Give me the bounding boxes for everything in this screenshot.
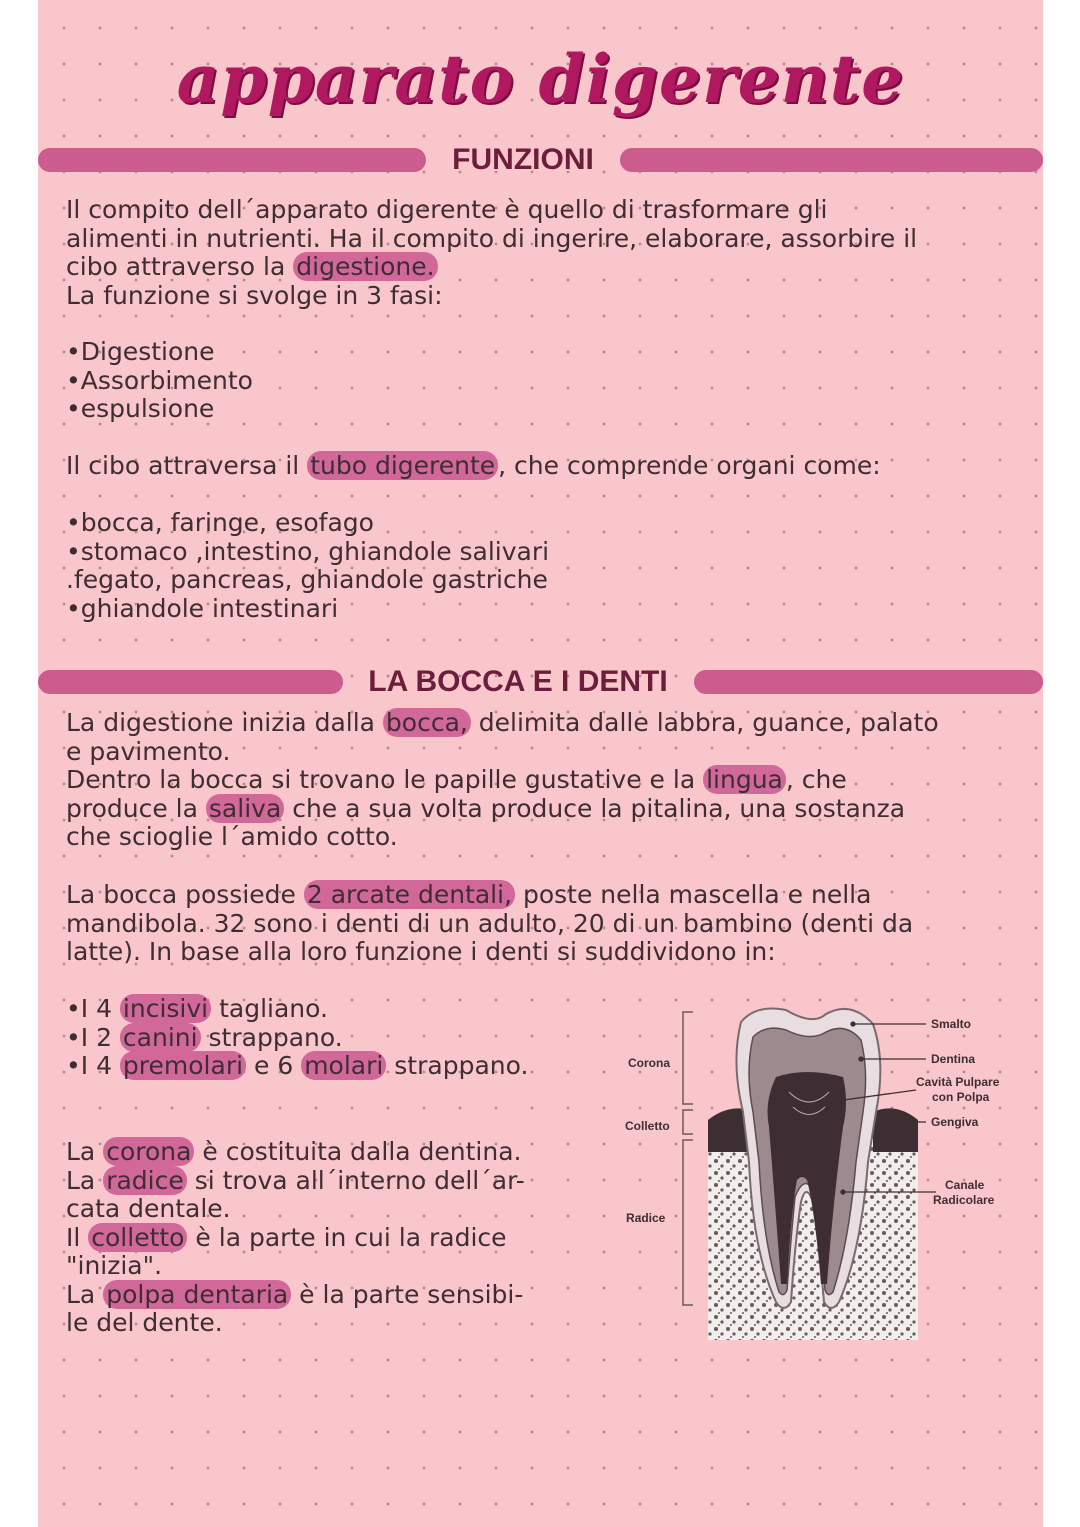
label-cavita-1: Cavità Pulpare xyxy=(916,1075,1000,1089)
text-line: latte). In base alla loro funzione i denti si suddividono in: xyxy=(66,937,776,966)
bocca-paragraph xyxy=(66,709,939,852)
label-smalto: Smalto xyxy=(931,1017,972,1031)
label-gengiva: Gengiva xyxy=(931,1115,979,1129)
page-title: apparato digerente xyxy=(176,40,905,118)
highlight-lingua: lingua xyxy=(703,765,786,794)
list-item: .fegato, pancreas, ghiandole gastriche xyxy=(66,565,548,594)
list-item: •I 4 premolari e 6 molari strappano. xyxy=(66,1051,529,1080)
divider-right xyxy=(694,670,1043,694)
section-header-funzioni xyxy=(38,140,1043,180)
label-corona: Corona xyxy=(628,1056,670,1070)
label-radice: Radice xyxy=(626,1211,666,1225)
section-title-funzioni: FUNZIONI xyxy=(452,143,594,176)
list-item: •I 2 canini strappano. xyxy=(66,1022,343,1052)
highlight-bocca: bocca, xyxy=(383,708,471,737)
text-line: "inizia". xyxy=(66,1251,163,1280)
text-line: La bocca possiede 2 arcate dentali, poste nella mascella e nella xyxy=(66,880,872,909)
text-line: e pavimento. xyxy=(66,736,231,766)
highlight-premolari: premolari xyxy=(120,1051,246,1080)
text-line: La funzione si svolge in 3 fasi: xyxy=(66,280,443,310)
intro-paragraph xyxy=(66,196,917,310)
text-line: le del dente. xyxy=(66,1308,223,1337)
label-canale-2: Radicolare xyxy=(933,1193,995,1207)
divider-left xyxy=(38,670,343,694)
label-cavita-2: con Polpa xyxy=(932,1090,990,1104)
list-item: •stomaco ,intestino, ghiandole salivari xyxy=(66,536,550,566)
text-line: Il colletto è la parte in cui la radice xyxy=(66,1222,507,1252)
text-line: cibo attraverso la digestione. xyxy=(66,253,917,282)
label-colletto: Colletto xyxy=(625,1119,670,1133)
highlight-tubo-digerente: tubo digerente xyxy=(307,451,498,480)
gum-right xyxy=(873,1108,918,1152)
list-item: •ghiandole intestinari xyxy=(66,593,339,623)
organi-list xyxy=(66,509,549,623)
text-line: La polpa dentaria è la parte sensibi- xyxy=(66,1279,524,1309)
fasi-list xyxy=(66,338,253,424)
text-line: La corona è costituita dalla dentina. xyxy=(66,1137,522,1166)
arcate-paragraph xyxy=(66,881,913,967)
highlight-canini: canini xyxy=(120,1023,201,1052)
highlight-saliva: saliva xyxy=(206,794,284,823)
text-line: La radice si trova all´interno dell´ar- xyxy=(66,1165,525,1195)
divider-right xyxy=(620,148,1043,172)
list-item: •bocca, faringe, esofago xyxy=(66,508,374,537)
notes-page xyxy=(38,0,1043,1527)
highlight-digestione: digestione. xyxy=(293,252,437,281)
text-line: produce la saliva che a sua volta produce la pitalina, una sostanza xyxy=(66,793,906,823)
list-item: •Assorbimento xyxy=(66,365,253,395)
list-item: •I 4 incisivi tagliano. xyxy=(66,994,328,1023)
tubo-paragraph: Il cibo attraversa il tubo digerente , che comprende organi come: xyxy=(66,451,881,480)
text-line: Dentro la bocca si trovano le papille gustative e la lingua , che xyxy=(66,765,847,794)
highlight-molari: molari xyxy=(301,1051,386,1080)
text-line: alimenti in nutrienti. Ha il compito di ingerire, elaborare, assorbire il xyxy=(66,223,918,253)
divider-left xyxy=(38,148,426,172)
list-item: •espulsione xyxy=(66,394,215,423)
highlight-arcate: 2 arcate dentali, xyxy=(304,880,515,909)
highlight-colletto: colletto xyxy=(88,1223,187,1252)
section-header-bocca xyxy=(38,662,1043,702)
parti-paragraph xyxy=(66,1138,525,1338)
text-line: La digestione inizia dalla bocca, delimita dalle labbra, guance, palato xyxy=(66,708,939,737)
denti-list xyxy=(66,995,528,1081)
text-line: Il compito dell´apparato digerente è quello di trasformare gli xyxy=(66,195,828,224)
text-line: cata dentale. xyxy=(66,1194,231,1223)
highlight-radice: radice xyxy=(103,1166,187,1195)
highlight-incisivi: incisivi xyxy=(120,994,211,1023)
label-dentina: Dentina xyxy=(931,1052,976,1066)
tooth-diagram xyxy=(581,1002,1000,1347)
section-title-bocca: LA BOCCA E I DENTI xyxy=(368,665,668,698)
text-line: mandibola. 32 sono i denti di un adulto, 20 di un bambino (denti da xyxy=(66,908,914,938)
highlight-polpa: polpa dentaria xyxy=(103,1280,291,1309)
list-item: •Digestione xyxy=(66,337,215,366)
label-canale-1: Canale xyxy=(945,1178,985,1192)
text-line: che scioglie l´amido cotto. xyxy=(66,822,398,851)
region-brackets xyxy=(683,1012,693,1305)
highlight-corona: corona xyxy=(103,1137,194,1166)
